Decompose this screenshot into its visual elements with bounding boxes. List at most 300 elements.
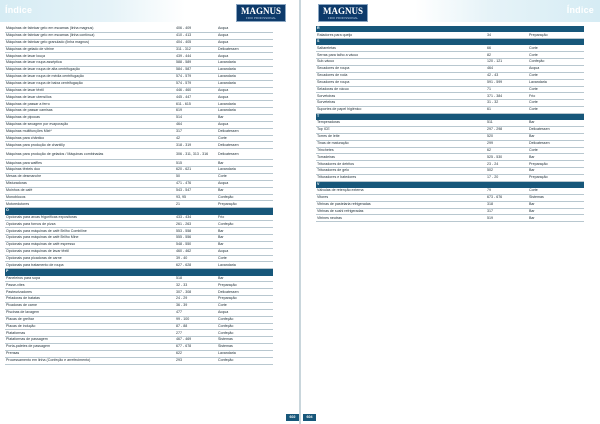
entry-pages: 120 - 121 xyxy=(486,59,528,66)
entry-pages: 21 xyxy=(175,201,217,208)
entry-pages: 406 - 409 xyxy=(175,26,217,32)
entry-pages: 34 xyxy=(486,32,528,39)
entry-name: Plataformas xyxy=(5,330,175,337)
entry-name: Plataformas de passagem xyxy=(5,337,175,344)
entry-name: Top ICE xyxy=(316,127,486,134)
entry-pages: 433 - 434 xyxy=(175,214,217,221)
section-letter: O xyxy=(5,208,175,214)
entry-category: Bar xyxy=(217,160,273,167)
index-row xyxy=(5,187,273,194)
entry-pages: 620 - 621 xyxy=(175,167,217,174)
entry-pages: 464 xyxy=(175,121,217,128)
entry-category: Acqua xyxy=(217,309,273,316)
entry-pages: 99 - 100 xyxy=(175,316,217,323)
entry-pages: 318 xyxy=(486,201,528,208)
entry-pages: 464 xyxy=(486,65,528,72)
index-row xyxy=(5,255,273,262)
index-row xyxy=(5,142,273,149)
entry-name: Máquinas de lavar roupa de alta centrifugação xyxy=(5,67,175,74)
entry-category: Confeção xyxy=(217,221,273,228)
entry-category: Preparação xyxy=(217,296,273,303)
entry-pages: 584 - 587 xyxy=(175,67,217,74)
index-row xyxy=(5,174,273,181)
entry-pages: 548 - 550 xyxy=(175,241,217,248)
entry-category: Lavandaria xyxy=(217,67,273,74)
index-row xyxy=(5,241,273,248)
entry-name: Máquinas de lavar roupa asséptica xyxy=(5,60,175,67)
index-row xyxy=(5,46,273,53)
entry-pages: 511 xyxy=(486,120,528,127)
section-letter: P xyxy=(5,269,175,275)
entry-pages: 477 xyxy=(175,309,217,316)
entry-name: Processamento em linha (Confeção e arrefecimento) xyxy=(5,357,175,364)
section-letter: S xyxy=(316,39,486,45)
entry-name: Máquinas para chântico xyxy=(5,135,175,142)
entry-pages: 591 - 599 xyxy=(486,79,528,86)
entry-pages: 371 - 384 xyxy=(486,93,528,100)
entry-name: Máquinas para produção de gelados / Máquinas combinadas xyxy=(5,149,175,160)
index-row xyxy=(5,344,273,351)
page-title: Índice xyxy=(566,5,594,15)
entry-category: Delicatessen xyxy=(217,46,273,53)
entry-pages: 515 xyxy=(175,160,217,167)
entry-name: Piscinas de lavagem xyxy=(5,309,175,316)
entry-name: Vitrines neutras xyxy=(316,215,486,222)
entry-name: Máquinas de passar camisas xyxy=(5,108,175,115)
entry-name: Vitrinas de pastelaria refrigeradas xyxy=(316,201,486,208)
entry-category: Bar xyxy=(528,133,584,140)
index-row xyxy=(316,65,584,72)
section-letter: T xyxy=(316,113,486,119)
index-row xyxy=(316,100,584,107)
entry-category: Bar xyxy=(528,208,584,215)
entry-name: Vitrinas de sushi refrigeradas xyxy=(316,208,486,215)
entry-category: Lavandaria xyxy=(217,73,273,80)
entry-name: Válvulas de retenção externa xyxy=(316,188,486,195)
entry-name: Opcionais para picadoras de carne xyxy=(5,255,175,262)
entry-category: Sistemas xyxy=(528,194,584,201)
entry-name: Raladores para queijo xyxy=(316,32,486,39)
index-row xyxy=(316,107,584,114)
entry-category: Preparação xyxy=(217,201,273,208)
entry-category: Corte xyxy=(528,147,584,154)
logo-text: MAGNUS xyxy=(323,6,363,16)
entry-name: Máquinas multifunções Mixt* xyxy=(5,128,175,135)
entry-category: Acqua xyxy=(217,94,273,101)
index-row xyxy=(316,154,584,161)
index-row xyxy=(5,330,273,337)
entry-pages: 519 xyxy=(486,215,528,222)
index-row xyxy=(316,208,584,215)
entry-pages: 82 xyxy=(486,52,528,59)
entry-category: Confeção xyxy=(217,316,273,323)
entry-pages: 318 - 319 xyxy=(175,142,217,149)
entry-pages: 23 - 24 xyxy=(486,161,528,168)
entry-name: Passe-vites xyxy=(5,282,175,289)
entry-name: Motoredutores xyxy=(5,201,175,208)
entry-category: Lavandaria xyxy=(217,350,273,357)
entry-category: Delicatessen xyxy=(528,140,584,147)
entry-category: Corte xyxy=(528,45,584,52)
entry-pages: 39 - 40 xyxy=(175,255,217,262)
entry-category: Confeção xyxy=(217,330,273,337)
entry-name: Sub-vácuo xyxy=(316,59,486,66)
entry-category: Bar xyxy=(528,120,584,127)
entry-name: Máquinas para waffles xyxy=(5,160,175,167)
entry-category: Acqua xyxy=(217,32,273,39)
entry-pages: 518 xyxy=(175,275,217,282)
index-row xyxy=(5,323,273,330)
entry-category: Preparação xyxy=(528,174,584,181)
entry-name: Máquinas de fabricar gelo em escamas (linha contínua) xyxy=(5,32,175,39)
logo-tagline: FRIO PROFISSIONAL xyxy=(245,16,277,20)
index-row xyxy=(316,188,584,195)
index-row xyxy=(5,357,273,364)
entry-name: Suportes de papel higiénico xyxy=(316,107,486,114)
entry-name: Trituradores e batedores xyxy=(316,174,486,181)
entry-category: Frio xyxy=(528,93,584,100)
entry-name: Máquinas de secagem por evaporação xyxy=(5,121,175,128)
entry-pages: 297 - 298 xyxy=(486,127,528,134)
entry-name: Máquinas têxteis duo xyxy=(5,167,175,174)
entry-category: Acqua xyxy=(217,26,273,32)
entry-pages: 445 - 447 xyxy=(175,94,217,101)
entry-pages: 36 - 39 xyxy=(175,303,217,310)
entry-category: Lavandaria xyxy=(217,80,273,87)
index-row xyxy=(316,32,584,39)
entry-pages: 673 - 676 xyxy=(486,194,528,201)
entry-category: Delicatessen xyxy=(528,127,584,134)
entry-name: Secadores de roupa xyxy=(316,65,486,72)
index-row xyxy=(316,215,584,222)
entry-category: Corte xyxy=(217,303,273,310)
index-row xyxy=(5,73,273,80)
entry-name: Tinas de maturação xyxy=(316,140,486,147)
entry-category: Bar xyxy=(528,168,584,175)
entry-name: Picadoras de carne xyxy=(5,303,175,310)
index-row xyxy=(316,174,584,181)
entry-pages: 317 xyxy=(486,208,528,215)
entry-name: Máquinas de fabricar gelo granulado (linha magnus) xyxy=(5,39,175,46)
index-row xyxy=(316,79,584,86)
index-row xyxy=(5,214,273,221)
index-row xyxy=(316,201,584,208)
entry-category: Lavandaria xyxy=(217,167,273,174)
index-row xyxy=(5,94,273,101)
entry-pages: 317 xyxy=(175,128,217,135)
index-row xyxy=(5,67,273,74)
entry-name: Seladoras de vácuo xyxy=(316,86,486,93)
entry-name: Máquinas de pipocas xyxy=(5,114,175,121)
index-row xyxy=(5,262,273,269)
index-row xyxy=(5,289,273,296)
entry-category: Acqua xyxy=(217,248,273,255)
entry-category: Delicatessen xyxy=(217,128,273,135)
entry-pages: 71 xyxy=(486,86,528,93)
entry-name: Sorveteiras xyxy=(316,100,486,107)
entry-category: Bar xyxy=(528,215,584,222)
entry-pages: 467 - 469 xyxy=(175,337,217,344)
entry-category: Bar xyxy=(217,187,273,194)
entry-pages: 62 xyxy=(486,147,528,154)
index-row xyxy=(316,147,584,154)
logo-text: MAGNUS xyxy=(241,6,281,16)
index-row xyxy=(5,114,273,121)
index-row xyxy=(5,128,273,135)
entry-pages: 555 - 556 xyxy=(175,235,217,242)
entry-category: Frio xyxy=(217,214,273,221)
entry-name: Opcionais para máquinas de café espresso xyxy=(5,241,175,248)
entry-name: Máquinas de passar a ferro xyxy=(5,101,175,108)
entry-name: Pasteurizadores xyxy=(5,289,175,296)
entry-category: Bar xyxy=(217,241,273,248)
entry-category: Acqua xyxy=(217,39,273,46)
entry-pages: 520 xyxy=(486,133,528,140)
entry-category: Lavandaria xyxy=(217,108,273,115)
entry-category: Delicatessen xyxy=(217,142,273,149)
entry-name: Sorvetoiras xyxy=(316,93,486,100)
index-row xyxy=(316,52,584,59)
entry-name: Serras para talho a vácuo xyxy=(316,52,486,59)
entry-category: Acqua xyxy=(528,65,584,72)
entry-pages: 410 - 413 xyxy=(175,32,217,39)
entry-pages: 460 - 462 xyxy=(175,248,217,255)
entry-pages: 446 - 460 xyxy=(175,87,217,94)
entry-category: Preparação xyxy=(528,32,584,39)
index-row xyxy=(5,121,273,128)
entry-category: Lavandaria xyxy=(217,262,273,269)
entry-category: Corte xyxy=(217,255,273,262)
entry-category: Bar xyxy=(217,228,273,235)
index-row xyxy=(316,45,584,52)
index-row xyxy=(5,275,273,282)
entry-name: Opcionais para arcas frigoríficas expositoras xyxy=(5,214,175,221)
entry-name: Trituradores de detritos xyxy=(316,161,486,168)
entry-pages: 588 - 589 xyxy=(175,60,217,67)
entry-name: Máquinas de gelado de vitrine xyxy=(5,46,175,53)
entry-name: Placas de grelhar xyxy=(5,316,175,323)
index-row xyxy=(5,350,273,357)
index-row xyxy=(5,39,273,46)
index-row xyxy=(316,194,584,201)
entry-category: Acqua xyxy=(217,121,273,128)
entry-category: Bar xyxy=(217,275,273,282)
index-row xyxy=(5,80,273,87)
index-row xyxy=(5,60,273,67)
entry-pages: 619 xyxy=(175,108,217,115)
index-row xyxy=(316,59,584,66)
brand-logo xyxy=(318,4,368,22)
entry-pages: 79 xyxy=(486,188,528,195)
index-table-left xyxy=(5,26,273,365)
entry-pages: 277 xyxy=(175,330,217,337)
page-number: 602 xyxy=(286,414,299,421)
entry-name: Torradeiras xyxy=(316,154,486,161)
page-title: Índice xyxy=(5,5,33,15)
index-table-right xyxy=(316,26,584,222)
entry-name: Torres de leite xyxy=(316,133,486,140)
index-row xyxy=(5,108,273,115)
entry-category: Acqua xyxy=(217,53,273,60)
entry-category: Confeção xyxy=(217,194,273,201)
entry-pages: 42 - 43 xyxy=(486,72,528,79)
entry-category: Preparação xyxy=(528,161,584,168)
entry-category: Corte xyxy=(528,72,584,79)
entry-pages: 543 - 547 xyxy=(175,187,217,194)
entry-category: Lavandaria xyxy=(217,101,273,108)
index-row xyxy=(5,228,273,235)
index-row xyxy=(316,140,584,147)
entry-name: Paneleiros para sopa xyxy=(5,275,175,282)
entry-name: Misturadoras xyxy=(5,180,175,187)
index-row xyxy=(316,127,584,134)
entry-name: Mesas de desmanche xyxy=(5,174,175,181)
entry-name: Máquinas de lavar têxtil xyxy=(5,87,175,94)
entry-pages: 525 - 530 xyxy=(486,154,528,161)
entry-pages: 24 - 29 xyxy=(175,296,217,303)
entry-pages: 627 - 628 xyxy=(175,262,217,269)
entry-category: Preparação xyxy=(217,282,273,289)
entry-pages: 311 - 312 xyxy=(175,46,217,53)
index-row xyxy=(5,149,273,160)
entry-name: Secadores de roda xyxy=(316,72,486,79)
index-row xyxy=(5,221,273,228)
index-row xyxy=(5,316,273,323)
logo-tagline: FRIO PROFISSIONAL xyxy=(327,16,359,20)
entry-pages: 622 xyxy=(175,350,217,357)
entry-category: Confeção xyxy=(528,59,584,66)
entry-pages: 32 - 33 xyxy=(175,282,217,289)
entry-category: Bar xyxy=(217,235,273,242)
entry-name: Máquinas de lavar roupa de baixa centrifugação xyxy=(5,80,175,87)
left-page xyxy=(0,0,299,424)
entry-name: Opcionais para máquinas de café Brilho Combiline xyxy=(5,228,175,235)
index-row xyxy=(316,86,584,93)
entry-pages: 677 - 678 xyxy=(175,344,217,351)
entry-category: Bar xyxy=(528,154,584,161)
entry-category: Lavandaria xyxy=(528,79,584,86)
entry-category: Corte xyxy=(528,52,584,59)
entry-category: Sistemas xyxy=(217,344,273,351)
entry-name: Secadores de roupa xyxy=(316,79,486,86)
entry-pages: 439 - 444 xyxy=(175,53,217,60)
entry-pages: 553 - 558 xyxy=(175,228,217,235)
entry-category: Corte xyxy=(217,135,273,142)
entry-name: Máquinas de lavar roupa de média centrifugação xyxy=(5,73,175,80)
entry-pages: 574 - 579 xyxy=(175,80,217,87)
entry-pages: 66 xyxy=(486,45,528,52)
entry-category: Delicatessen xyxy=(217,149,273,160)
section-letter: V xyxy=(316,181,486,187)
entry-pages: 17 - 20 xyxy=(486,174,528,181)
index-row xyxy=(5,201,273,208)
entry-category: Corte xyxy=(528,188,584,195)
index-row xyxy=(5,87,273,94)
entry-pages: 42 xyxy=(175,135,217,142)
index-row xyxy=(316,161,584,168)
entry-name: Prensas xyxy=(5,350,175,357)
index-row xyxy=(5,53,273,60)
index-row xyxy=(316,168,584,175)
entry-pages: 61 xyxy=(486,107,528,114)
entry-pages: 93, 95 xyxy=(175,194,217,201)
section-letter: R xyxy=(316,26,486,32)
index-row xyxy=(5,194,273,201)
index-row xyxy=(5,282,273,289)
entry-pages: 574 - 579 xyxy=(175,73,217,80)
index-row xyxy=(5,180,273,187)
entry-pages: 87 - 88 xyxy=(175,323,217,330)
entry-name: Opcionais para fornos de pizza xyxy=(5,221,175,228)
entry-pages: 50 xyxy=(175,174,217,181)
index-row xyxy=(5,303,273,310)
entry-category: Confeção xyxy=(217,357,273,364)
entry-pages: 306 - 311, 313 - 316 xyxy=(175,149,217,160)
brand-logo xyxy=(236,4,286,22)
index-row xyxy=(5,309,273,316)
entry-name: Temperadoras xyxy=(316,120,486,127)
entry-name: Vitores xyxy=(316,194,486,201)
entry-name: Máquinas de lavar utensílios xyxy=(5,94,175,101)
page-number: 604 xyxy=(303,414,316,421)
entry-pages: 611 - 615 xyxy=(175,101,217,108)
entry-category: Corte xyxy=(217,174,273,181)
entry-category: Corte xyxy=(528,100,584,107)
index-row xyxy=(5,32,273,39)
entry-name: Porta-paletes de passagem xyxy=(5,344,175,351)
entry-name: Máquinas para produção de chantilly xyxy=(5,142,175,149)
entry-category: Bar xyxy=(528,201,584,208)
entry-name: Trituradores de gelo xyxy=(316,168,486,175)
entry-category: Delicatessen xyxy=(217,289,273,296)
index-row xyxy=(5,135,273,142)
entry-category: Bar xyxy=(217,114,273,121)
index-row xyxy=(5,101,273,108)
entry-name: Monoblocos xyxy=(5,194,175,201)
entry-category: Confeção xyxy=(217,323,273,330)
index-row xyxy=(316,120,584,127)
index-row xyxy=(5,235,273,242)
entry-pages: 471 - 476 xyxy=(175,180,217,187)
right-page xyxy=(301,0,600,424)
entry-name: Moinhos de café xyxy=(5,187,175,194)
entry-pages: 31 - 32 xyxy=(486,100,528,107)
index-row xyxy=(5,167,273,174)
entry-name: Máquinas de lavar louça xyxy=(5,53,175,60)
entry-name: Trinchetes xyxy=(316,147,486,154)
index-row xyxy=(5,296,273,303)
entry-pages: 502 xyxy=(486,168,528,175)
entry-name: Saltareletas xyxy=(316,45,486,52)
index-row xyxy=(5,337,273,344)
entry-name: Opcionais para máquinas de café Brilho Mine xyxy=(5,235,175,242)
entry-category: Lavandaria xyxy=(217,60,273,67)
entry-pages: 404 - 405 xyxy=(175,39,217,46)
entry-category: Sistemas xyxy=(217,337,273,344)
entry-pages: 299 xyxy=(486,140,528,147)
entry-name: Opcionais para máquinas de lavar têxtil xyxy=(5,248,175,255)
entry-category: Acqua xyxy=(217,87,273,94)
entry-pages: 307 - 308 xyxy=(175,289,217,296)
entry-category: Corte xyxy=(528,107,584,114)
entry-pages: 261 - 263 xyxy=(175,221,217,228)
index-row xyxy=(316,133,584,140)
index-row xyxy=(316,93,584,100)
entry-name: Máquinas de fabricar gelo em escamas (linha magnus) xyxy=(5,26,175,32)
index-row xyxy=(5,248,273,255)
entry-name: Opcionais para tratamento de roupa xyxy=(5,262,175,269)
entry-category: Corte xyxy=(528,86,584,93)
